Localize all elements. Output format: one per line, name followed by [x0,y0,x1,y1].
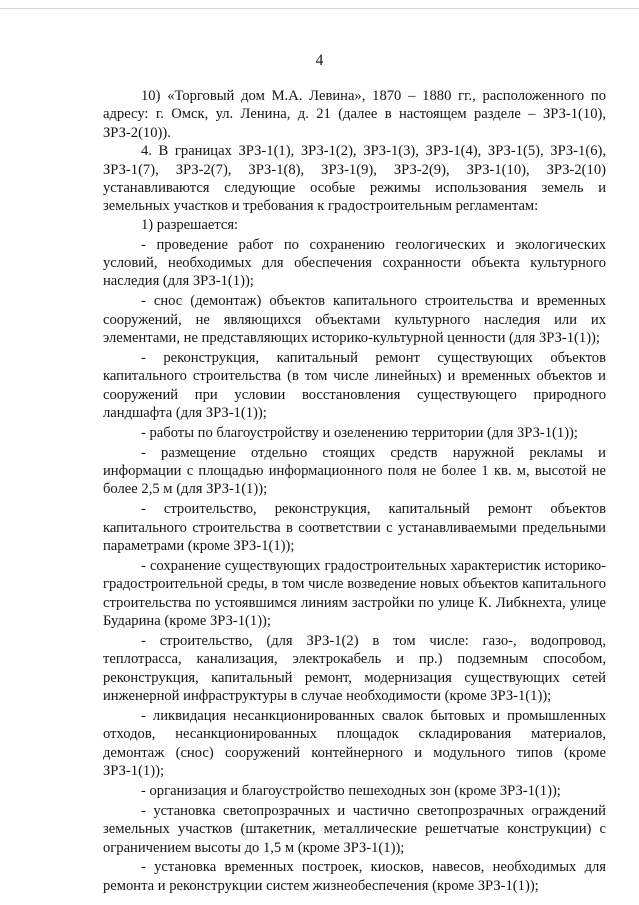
list-item: - организация и благоустройство пешеходных зон (кроме ЗРЗ-1(1)); [141,782,561,799]
list-item: - установка светопрозрачных и частично светопрозрачных ограждений земельных участков (штакетник, металлические решетчатые конструкции) с ограничением высоты до 1,5 м (кроме ЗРЗ-1(1)); [103,802,606,856]
list-item: - сохранение существующих градостроительных характеристик историко-градостроительной среды, в том числе возведение новых объектов капитального строительства по устоявшимся линиям застройки по улице К. Либкнехта, улице Бударина (кроме ЗРЗ-1(1)); [103,557,606,630]
list-item: - размещение отдельно стоящих средств наружной рекламы и информации с площадью информационного поля не более 1 кв. м, высотой не более 2,5 м (для ЗРЗ-1(1)); [103,444,606,498]
list-item: - реконструкция, капитальный ремонт существующих объектов капитального строительства (в том числе линейных) и временных объектов и сооружений при условии восстановления существующего природного ландшафта (для ЗРЗ-1(1)); [103,349,606,422]
list-item: - проведение работ по сохранению геологических и экологических условий, необходимых для обеспечения сохранности объекта культурного наследия (для ЗРЗ-1(1)); [103,236,606,290]
paragraph-object-10: 10) «Торговый дом М.А. Левина», 1870 – 1880 гг., расположенного по адресу: г. Омск, ул. Ленина, д. 21 (далее в настоящем разделе – ЗРЗ-1(10), ЗРЗ-2(10)). [103,88,606,141]
document-body [103,87,606,895]
list-item: - ликвидация несанкционированных свалок бытовых и промышленных отходов, несанкционированных площадок складирования материалов, демонтаж (снос) сооружений контейнерного и модульного типов (кроме ЗРЗ-1(1)); [103,707,606,780]
list-item: - установка временных построек, киосков, навесов, необходимых для ремонта и реконструкции систем жизнеобеспечения (кроме ЗРЗ-1(1)); [103,859,606,894]
list-item: - строительство, (для ЗРЗ-1(2) в том числе: газо-, водопровод, теплотрасса, канализация, электрокабель и пр.) подземным способом, реконструкция, капитальный ремонт, модернизация существующих сетей инженерной инфраструктуры в случае необходимости (кроме ЗРЗ-1(1)); [103,632,606,705]
list-item: - работы по благоустройству и озеленению территории (для ЗРЗ-1(1)); [141,424,578,441]
list-item: - снос (демонтаж) объектов капитального строительства и временных сооружений, не являющихся объектами культурного наследия или их элементами, не представляющих историко-культурной ценности (для ЗРЗ-1(1)); [103,293,606,347]
scan-top-edge [0,8,639,9]
paragraph-permitted-heading: 1) разрешается: [141,216,239,233]
paragraph-section-4: 4. В границах ЗРЗ-1(1), ЗРЗ-1(2), ЗРЗ-1(3), ЗРЗ-1(4), ЗРЗ-1(5), ЗРЗ-1(6), ЗРЗ-1(7), ЗРЗ-2(7), ЗРЗ-1(8), ЗРЗ-1(9), ЗРЗ-2(9), ЗРЗ-1(10), ЗРЗ-2(10) устанавливаются следующие особые режимы использования земель и земельных участков и требования к градостроительным регламентам: [103,143,606,215]
list-item: - строительство, реконструкция, капитальный ремонт объектов капитального строительства в соответствии с устанавливаемыми предельными параметрами (кроме ЗРЗ-1(1)); [103,501,606,555]
page-number: 4 [315,52,324,69]
